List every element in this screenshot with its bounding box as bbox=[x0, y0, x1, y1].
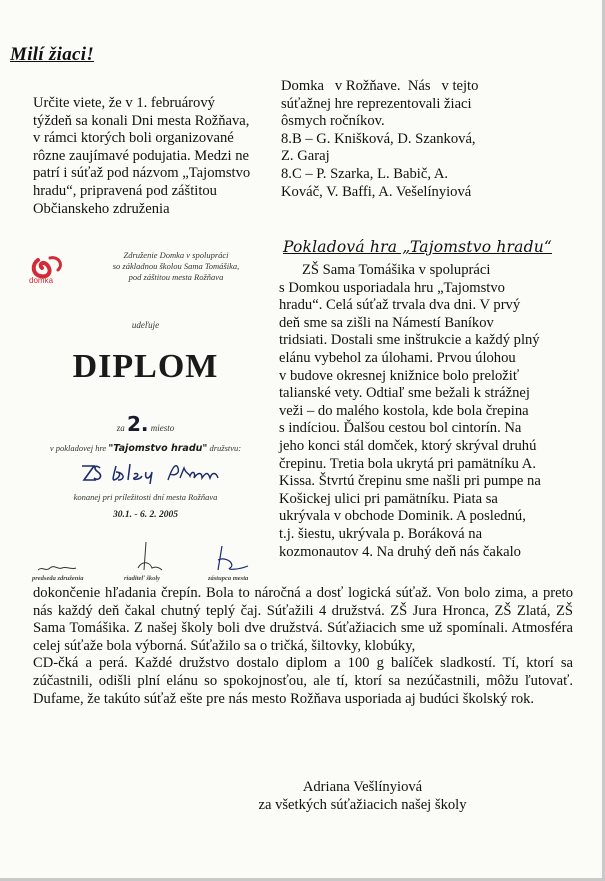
diploma-dates: 30.1. - 6. 2. 2005 bbox=[113, 510, 178, 520]
signature-1-icon bbox=[32, 546, 82, 576]
story-line: talianské vety. Odtiaľ sme bežali k strážnej bbox=[279, 385, 530, 402]
greeting-heading: Milí žiaci! bbox=[10, 44, 95, 65]
participants-line: 8.C – P. Szarka, L. Babič, A. bbox=[281, 165, 449, 182]
story-line: elánu vybehol za úlohami. Prvou úlohou bbox=[279, 349, 516, 366]
story-line: kozmonautov 4. Na druhý deň nás čakalo bbox=[279, 543, 521, 560]
story-line: s indíciou. Ďalšou cestou bol cintorín. Na bbox=[279, 420, 522, 437]
participants-line: Kováč, V. Baffi, A. Vešelínyiová bbox=[281, 183, 472, 200]
story-line: jeho konci stál domček, ktorý skrýval druhú bbox=[279, 437, 537, 454]
story-line: črepinu. Tretia bola ukrytá pri pamätníku A. bbox=[279, 455, 536, 472]
participants-line: Domka v Rožňave. Nás v tejto bbox=[281, 78, 479, 94]
diploma-udeluje: udeľuje bbox=[131, 320, 160, 330]
signature-label-city: zástupca mesta bbox=[208, 575, 249, 582]
story-line: v budove okresnej knižnice bolo preložiť bbox=[279, 367, 520, 384]
author-role: za všetkých súťažiacich našej školy bbox=[258, 797, 467, 813]
story-line: ZŠ Sama Tomášika v spolupráci bbox=[302, 262, 491, 278]
story-line: deň sme sa zišli na Námestí Baníkov bbox=[279, 314, 494, 331]
article-title: Pokladová hra „Tajomstvo hradu“ bbox=[283, 238, 553, 256]
story-line: Košickej ulici pri pamätníku. Piata sa bbox=[279, 490, 498, 507]
story-paragraph bbox=[279, 262, 579, 561]
signature-label-chair: predseda združenia bbox=[32, 575, 84, 582]
story-line: Kissa. Štvrtú črepinu sme našli pri pumpe na bbox=[279, 473, 541, 490]
story-line: veži – do malého kostola, kde bola črepina bbox=[279, 402, 529, 419]
logo-text: domka bbox=[29, 276, 54, 285]
team-handwritten-signature bbox=[76, 458, 226, 486]
participants-block bbox=[281, 78, 551, 201]
signature-label-director: riaditeľ školy bbox=[124, 575, 161, 582]
association-text: Združenie Domka v spolupráci so základnou školou Sama Tomášika, pod záštitou mesta Rožňava bbox=[112, 250, 240, 282]
signature-2-icon bbox=[122, 540, 170, 576]
diploma-occasion: konanej pri príležitosti dní mesta Rožňava bbox=[73, 492, 218, 502]
participants-line: Z. Garaj bbox=[281, 148, 330, 165]
participants-line: 8.B – G. Knišková, D. Szanková, bbox=[281, 130, 476, 147]
intro-paragraph: Určite viete, že v 1. februárový týždeň sa konali Dni mesta Rožňava, v rámci ktorých boli organizované rôzne zaujímavé podujatia. Medzi ne patrí i súťaž pod názvom „Tajomstvo hradu“, pripravená pod záštitou Občianskeho združenia bbox=[33, 95, 251, 217]
diploma-title: DIPLOM bbox=[72, 348, 219, 385]
story-line: ukrývala v obchode Dominik. A poslednú, bbox=[279, 508, 526, 525]
diploma-place: za 2. miesto bbox=[116, 412, 175, 436]
closing-paragraph: dokončenie hľadania črepín. Bola to náročná a dosť logická súťaž. Von bolo zima, a preto nás každý deň čakal chutný teplý čaj. Súťažili 4 družstvá. ZŠ Jura Hronca, ZŠ Zlatá, ZŠ Sama Tomášika. Z našej školy boli dve družstvá. Súťažiacich sme už spomínali. Atmosféra celej súťaže bola výborná. Súťažilo sa o tričká, šiltovky, klobúky, CD-čká a perá. Každé družstvo dostalo diplom a 100 g balíček sladkostí. Tí, ktorí sa zúčastnili, odišli plní elánu so spokojnosťou, ale tí, ktorí sa nezúčastnili, môžu ľutovať. Dufame, že takúto súťaž ešte pre nás mesto Rožňava usporiada aj budúci školský rok. bbox=[33, 585, 573, 707]
place-number: 2. bbox=[127, 412, 149, 436]
diploma-image bbox=[18, 244, 273, 594]
diploma-game: v pokladovej hre "Tajomstvo hradu" družstvu: bbox=[49, 443, 242, 454]
signature-3-icon bbox=[208, 542, 256, 576]
story-line: tridsiati. Dostali sme inštrukcie a každý plný bbox=[279, 332, 540, 349]
author-name: Adriana Vešlínyiová bbox=[302, 779, 423, 795]
story-line: s Domkou usporiadala hru „Tajomstvo bbox=[279, 279, 505, 296]
participants-line: ôsmych ročníkov. bbox=[281, 113, 385, 130]
author-signature bbox=[0, 778, 605, 814]
story-line: t.j. šiestu, ukrývala p. Boráková na bbox=[279, 525, 483, 542]
story-line: hradu“. Celá súťaž trvala dva dni. V prvý bbox=[279, 297, 521, 314]
participants-line: súťažnej hre reprezentovali žiaci bbox=[281, 95, 472, 112]
